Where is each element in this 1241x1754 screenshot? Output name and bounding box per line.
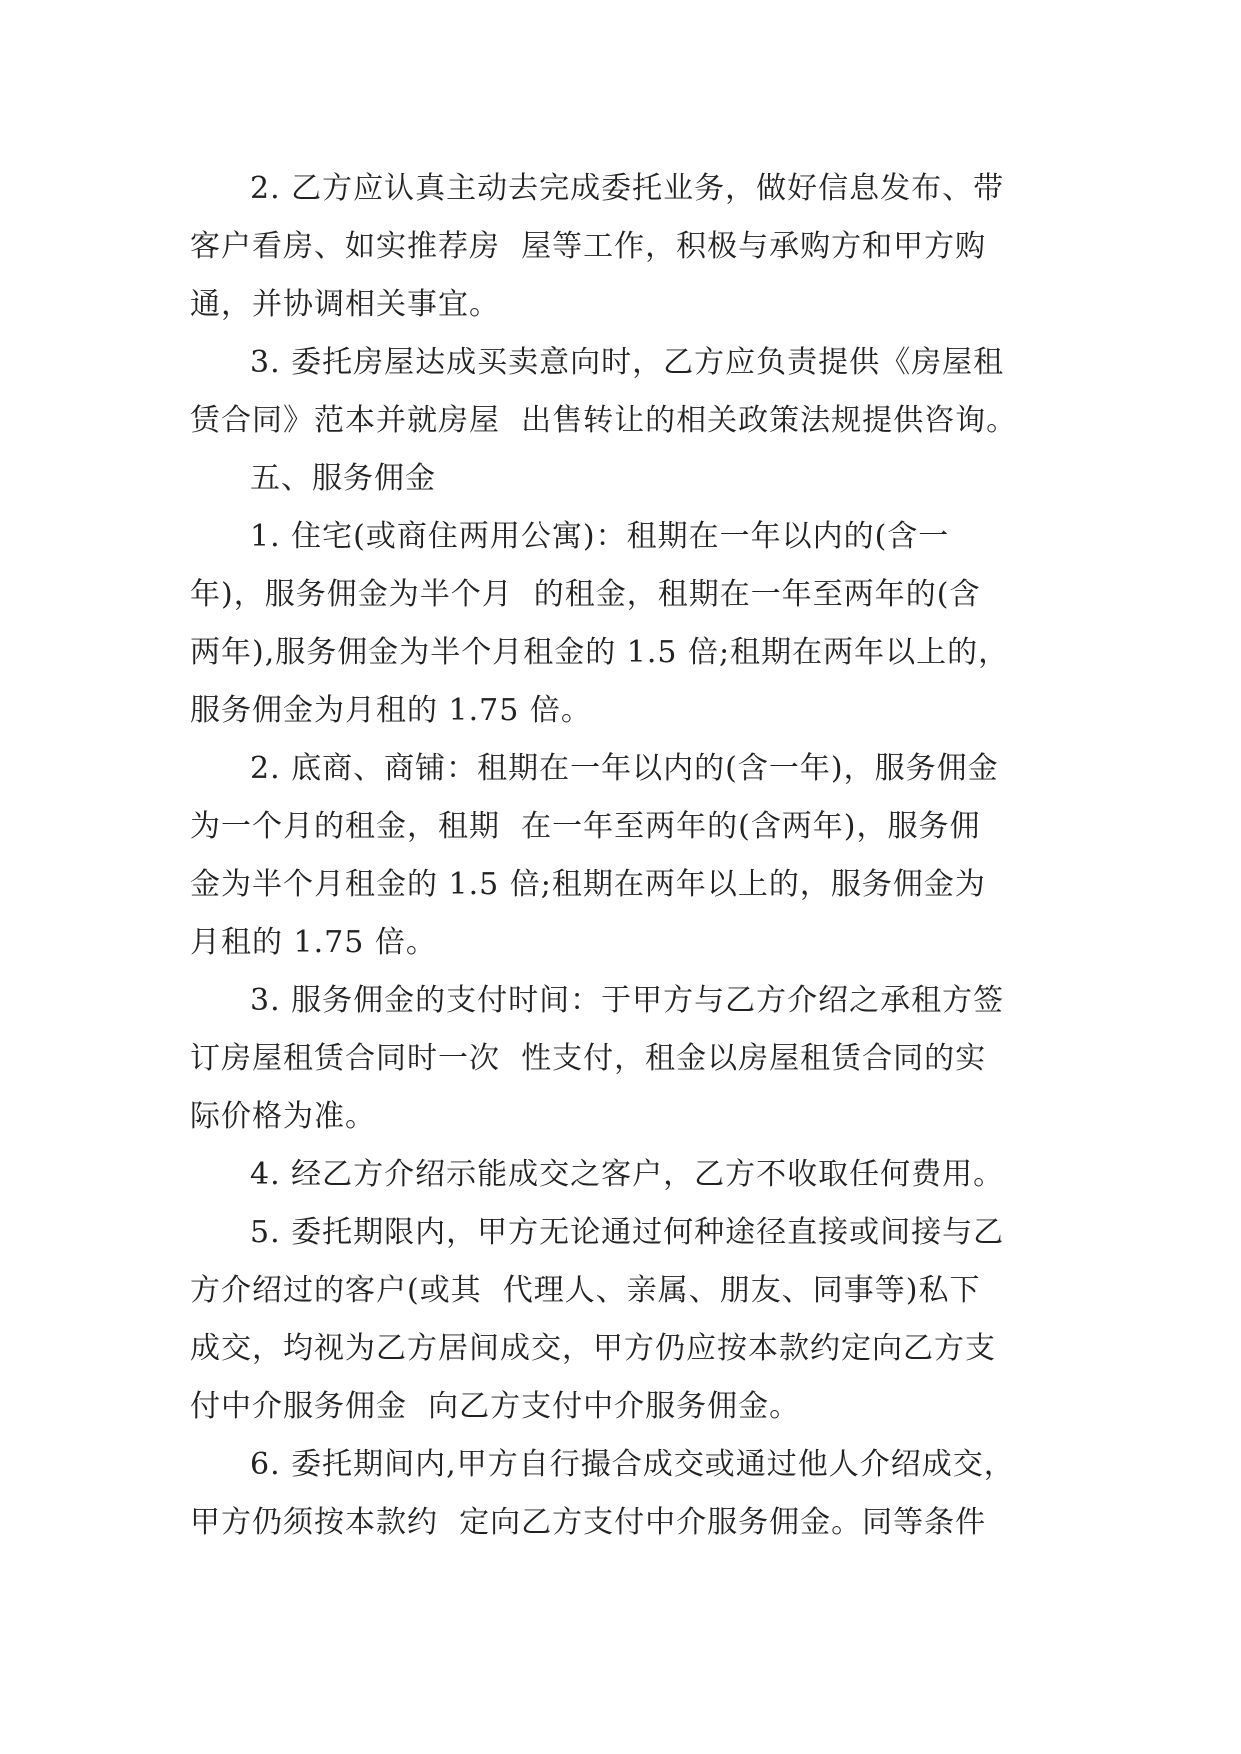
document-body: [190, 160, 1060, 1552]
text-line: 方介绍过的客户(或其 代理人、亲属、朋友、同事等)私下: [190, 1273, 981, 1308]
text-line: 五、服务佣金: [250, 461, 436, 496]
text-line: 赁合同》范本并就房屋 出售转让的相关政策法规提供咨询。: [190, 403, 1018, 438]
text-line: 金为半个月租金的 1.5 倍;租期在两年以上的，服务佣金为: [190, 867, 986, 902]
text-line: 付中介服务佣金 向乙方支付中介服务佣金。: [190, 1389, 801, 1424]
text-line: 甲方仍须按本款约 定向乙方支付中介服务佣金。同等条件: [190, 1505, 987, 1540]
text-line: 5. 委托期限内，甲方无论通过何种途径直接或间接与乙: [250, 1215, 1005, 1250]
text-line: 为一个月的租金，租期 在一年至两年的(含两年)，服务佣: [190, 809, 981, 844]
text-line: 6. 委托期间内,甲方自行撮合成交或通过他人介绍成交，: [250, 1447, 1015, 1482]
text-line: 4. 经乙方介绍示能成交之客户，乙方不收取任何费用。: [250, 1157, 1005, 1192]
text-line: 成交，均视为乙方居间成交，甲方仍应按本款约定向乙方支: [190, 1331, 996, 1366]
text-line: 2. 底商、商铺：租期在一年以内的(含一年)，服务佣金: [250, 751, 999, 786]
text-line: 客户看房、如实推荐房 屋等工作，积极与承购方和甲方购: [190, 229, 987, 264]
text-line: 3. 委托房屋达成买卖意向时，乙方应负责提供《房屋租: [250, 345, 1005, 380]
text-line: 年)，服务佣金为半个月 的租金，租期在一年至两年的(含: [190, 577, 981, 612]
text-line: 通，并协调相关事宜。: [190, 287, 500, 322]
text-line: 3. 服务佣金的支付时间：于甲方与乙方介绍之承租方签: [250, 983, 1005, 1018]
text-line: 服务佣金为月租的 1.75 倍。: [190, 693, 592, 728]
text-line: 订房屋租赁合同时一次 性支付，租金以房屋租赁合同的实: [190, 1041, 987, 1076]
text-line: 月租的 1.75 倍。: [190, 925, 437, 960]
text-line: 际价格为准。: [190, 1099, 376, 1134]
text-line: 2. 乙方应认真主动去完成委托业务，做好信息发布、带: [250, 171, 1005, 206]
text-line: 两年),服务佣金为半个月租金的 1.5 倍;租期在两年以上的，: [190, 635, 1010, 670]
text-line: 1. 住宅(或商住两用公寓)：租期在一年以内的(含一: [250, 519, 950, 554]
